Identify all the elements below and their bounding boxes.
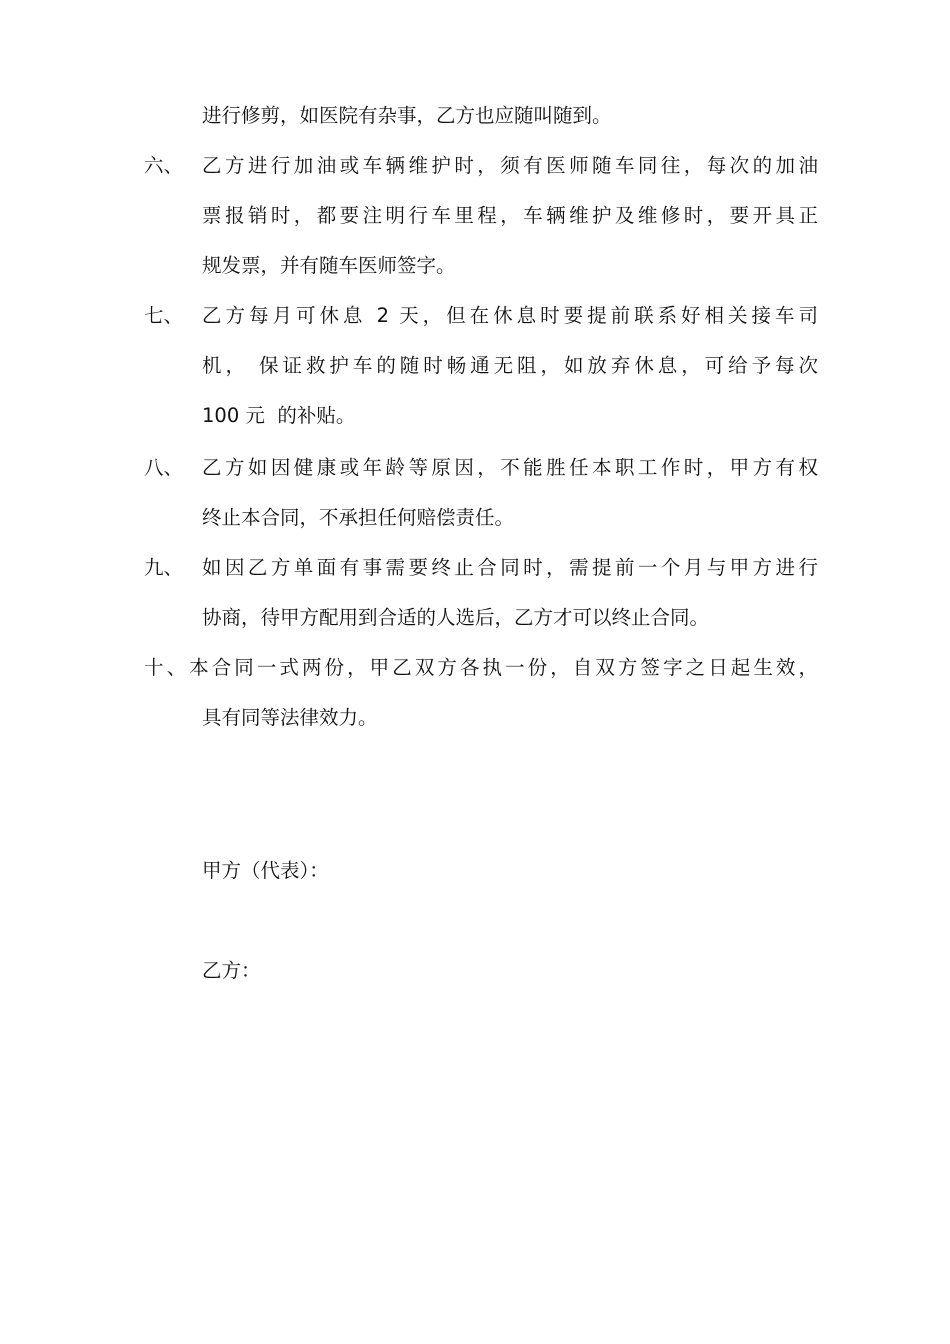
clause-9-text: 协商，待甲方配用到合适的人选后，乙方才可以终止合同。	[202, 606, 710, 629]
clause-7-text: 机， 保证救护车的随时畅通无阻，如放弃休息，可给予每次	[202, 354, 818, 377]
clause-7-text: 乙方每月可休息 2 天，但在休息时要提前联系好相关接车司	[202, 304, 818, 327]
party-a-label: 甲方（代表）：	[202, 859, 329, 882]
clause-8-text: 乙方如因健康或年龄等原因，不能胜任本职工作时，甲方有权	[202, 456, 818, 479]
clause-6-number: 六、	[144, 154, 184, 177]
clause-6-text: 乙方进行加油或车辆维护时，须有医师随车同往，每次的加油	[202, 154, 818, 177]
clause-9-text: 如因乙方单面有事需要终止合同时，需提前一个月与甲方进行	[202, 556, 818, 579]
clause-9-number: 九、	[144, 556, 184, 579]
clause-6-text: 规发票，并有随车医师签字。	[202, 254, 456, 277]
intro-text: 进行修剪，如医院有杂事，乙方也应随叫随到。	[202, 104, 612, 127]
clause-7-text: 100 元 的补贴。	[202, 404, 356, 427]
party-b-label: 乙方：	[202, 959, 261, 982]
clause-10-text: 具有同等法律效力。	[202, 706, 378, 729]
clause-8-text: 终止本合同，不承担任何赔偿责任。	[202, 506, 515, 529]
clause-7-number: 七、	[144, 304, 184, 327]
clause-6-text: 票报销时，都要注明行车里程，车辆维护及维修时，要开具正	[202, 204, 818, 227]
clause-8-number: 八、	[144, 456, 184, 479]
clause-10-text: 十、本合同一式两份，甲乙双方各执一份，自双方签字之日起生效，	[144, 656, 818, 679]
